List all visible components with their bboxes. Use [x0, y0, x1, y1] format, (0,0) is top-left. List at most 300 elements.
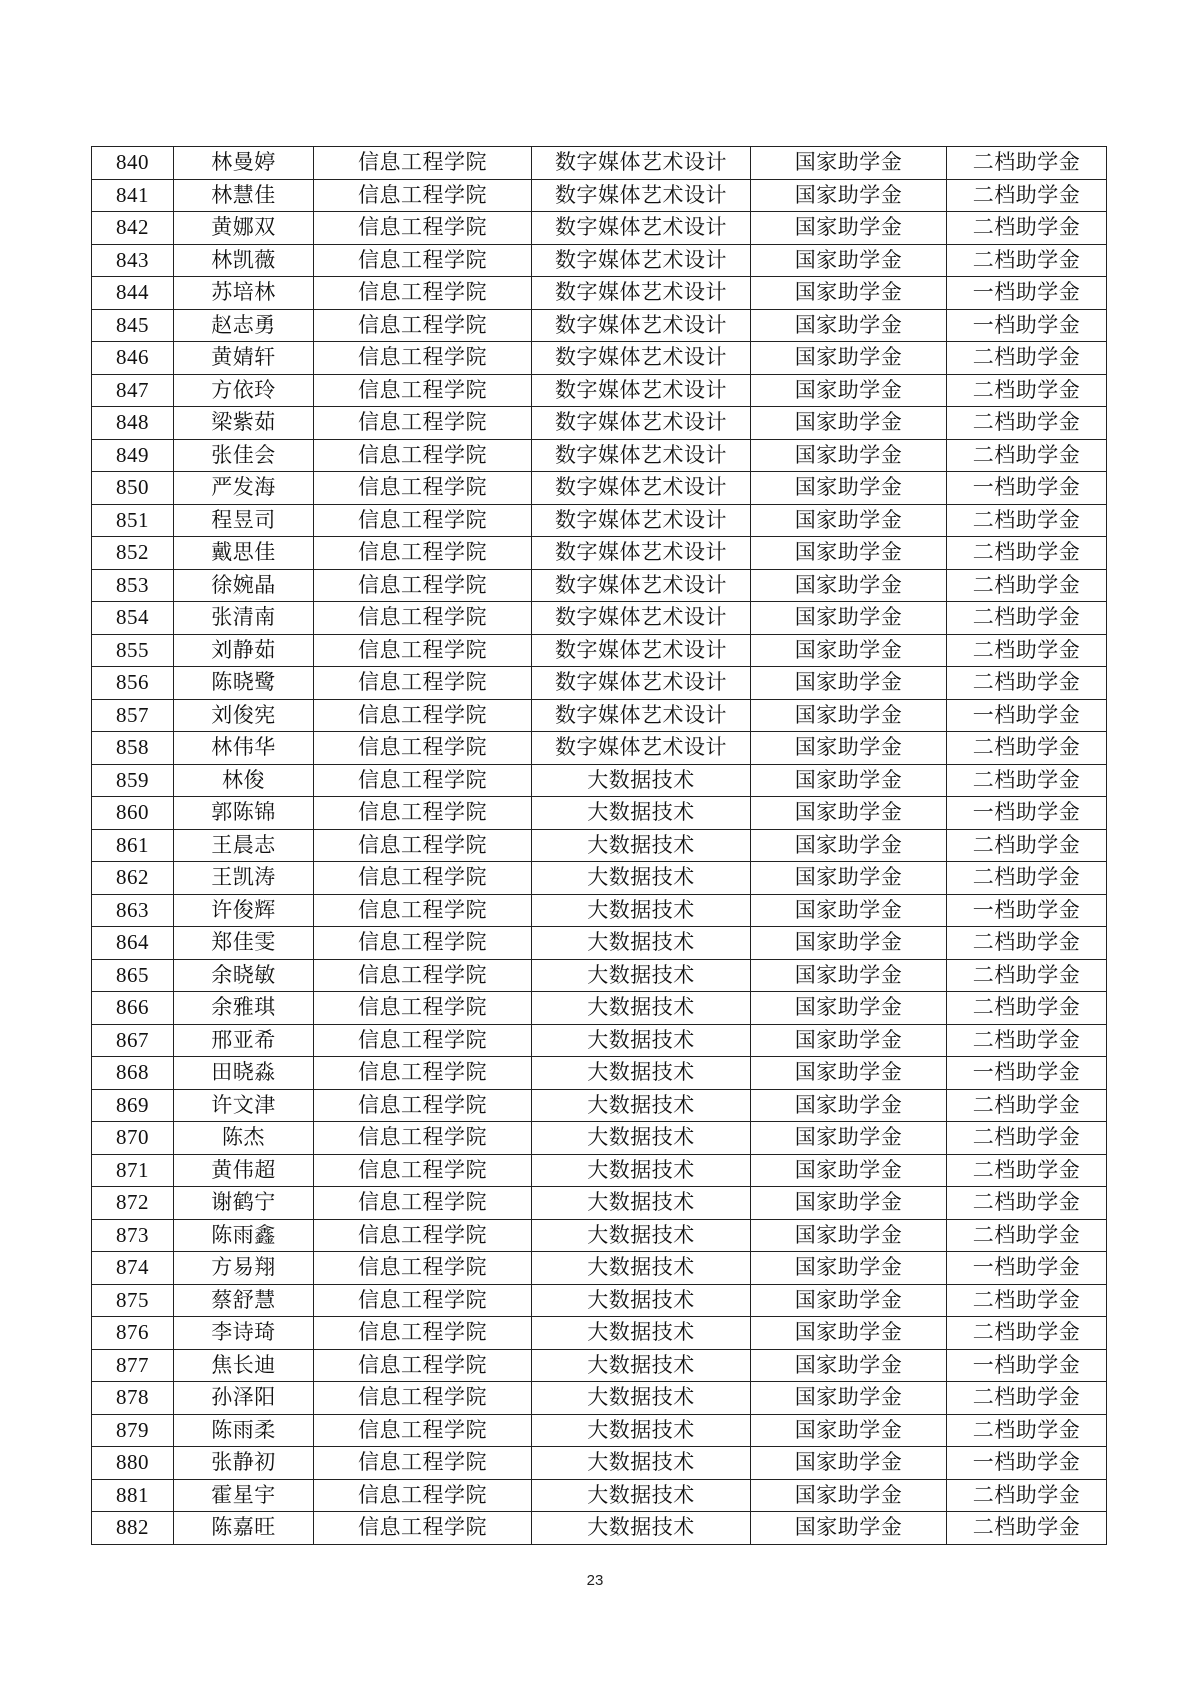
major-cell: 大数据技术	[532, 764, 751, 797]
grant-level-cell: 一档助学金	[947, 1252, 1107, 1285]
page-number: 23	[586, 1572, 604, 1589]
row-number-cell: 844	[92, 277, 174, 310]
grant-level-cell: 二档助学金	[947, 374, 1107, 407]
grant-level-cell: 二档助学金	[947, 1479, 1107, 1512]
grant-level-cell: 二档助学金	[947, 667, 1107, 700]
row-number-cell: 848	[92, 407, 174, 440]
major-cell: 大数据技术	[532, 797, 751, 830]
grant-level-cell: 一档助学金	[947, 894, 1107, 927]
major-cell: 大数据技术	[532, 1024, 751, 1057]
table-row	[92, 309, 1107, 342]
grant-level-cell: 二档助学金	[947, 342, 1107, 375]
row-number-cell: 856	[92, 667, 174, 700]
college-cell: 信息工程学院	[314, 732, 532, 765]
major-cell: 大数据技术	[532, 1154, 751, 1187]
college-cell: 信息工程学院	[314, 1219, 532, 1252]
student-name-cell: 林凯薇	[174, 244, 314, 277]
grant-level-cell: 一档助学金	[947, 1057, 1107, 1090]
major-cell: 数字媒体艺术设计	[532, 439, 751, 472]
major-cell: 大数据技术	[532, 1089, 751, 1122]
student-name-cell: 张佳会	[174, 439, 314, 472]
grant-type-cell: 国家助学金	[751, 764, 947, 797]
grant-level-cell: 一档助学金	[947, 699, 1107, 732]
major-cell: 数字媒体艺术设计	[532, 602, 751, 635]
row-number-cell: 876	[92, 1317, 174, 1350]
student-name-cell: 田晓淼	[174, 1057, 314, 1090]
major-cell: 数字媒体艺术设计	[532, 634, 751, 667]
college-cell: 信息工程学院	[314, 1057, 532, 1090]
table-row	[92, 1349, 1107, 1382]
table-row	[92, 407, 1107, 440]
grant-type-cell: 国家助学金	[751, 1154, 947, 1187]
grant-type-cell: 国家助学金	[751, 374, 947, 407]
table-row	[92, 1284, 1107, 1317]
major-cell: 数字媒体艺术设计	[532, 667, 751, 700]
table-row	[92, 732, 1107, 765]
table-row	[92, 244, 1107, 277]
table-row	[92, 959, 1107, 992]
student-name-cell: 王凯涛	[174, 862, 314, 895]
row-number-cell: 857	[92, 699, 174, 732]
row-number-cell: 858	[92, 732, 174, 765]
student-name-cell: 焦长迪	[174, 1349, 314, 1382]
grant-type-cell: 国家助学金	[751, 309, 947, 342]
major-cell: 大数据技术	[532, 862, 751, 895]
grant-type-cell: 国家助学金	[751, 569, 947, 602]
student-name-cell: 霍星宇	[174, 1479, 314, 1512]
student-name-cell: 黄伟超	[174, 1154, 314, 1187]
grant-type-cell: 国家助学金	[751, 212, 947, 245]
grant-type-cell: 国家助学金	[751, 634, 947, 667]
grant-level-cell: 一档助学金	[947, 797, 1107, 830]
student-name-cell: 李诗琦	[174, 1317, 314, 1350]
major-cell: 数字媒体艺术设计	[532, 179, 751, 212]
major-cell: 大数据技术	[532, 1479, 751, 1512]
row-number-cell: 849	[92, 439, 174, 472]
student-name-cell: 黄娜双	[174, 212, 314, 245]
row-number-cell: 870	[92, 1122, 174, 1155]
table-row	[92, 1382, 1107, 1415]
row-number-cell: 862	[92, 862, 174, 895]
grant-level-cell: 二档助学金	[947, 862, 1107, 895]
major-cell: 数字媒体艺术设计	[532, 342, 751, 375]
grant-type-cell: 国家助学金	[751, 1414, 947, 1447]
student-name-cell: 邢亚希	[174, 1024, 314, 1057]
student-name-cell: 陈杰	[174, 1122, 314, 1155]
grant-type-cell: 国家助学金	[751, 1447, 947, 1480]
row-number-cell: 879	[92, 1414, 174, 1447]
college-cell: 信息工程学院	[314, 1122, 532, 1155]
grant-level-cell: 一档助学金	[947, 1349, 1107, 1382]
student-name-cell: 林慧佳	[174, 179, 314, 212]
grant-level-cell: 二档助学金	[947, 1317, 1107, 1350]
grant-level-cell: 二档助学金	[947, 602, 1107, 635]
table-row	[92, 504, 1107, 537]
major-cell: 数字媒体艺术设计	[532, 309, 751, 342]
grant-level-cell: 二档助学金	[947, 1284, 1107, 1317]
student-name-cell: 方依玲	[174, 374, 314, 407]
table-row	[92, 1479, 1107, 1512]
major-cell: 大数据技术	[532, 894, 751, 927]
major-cell: 数字媒体艺术设计	[532, 147, 751, 180]
table-row	[92, 667, 1107, 700]
row-number-cell: 871	[92, 1154, 174, 1187]
table-row	[92, 537, 1107, 570]
major-cell: 大数据技术	[532, 1447, 751, 1480]
grant-level-cell: 一档助学金	[947, 472, 1107, 505]
grant-level-cell: 二档助学金	[947, 1024, 1107, 1057]
college-cell: 信息工程学院	[314, 634, 532, 667]
student-name-cell: 林曼婷	[174, 147, 314, 180]
grant-level-cell: 二档助学金	[947, 147, 1107, 180]
table-row	[92, 829, 1107, 862]
row-number-cell: 861	[92, 829, 174, 862]
college-cell: 信息工程学院	[314, 1479, 532, 1512]
student-name-cell: 蔡舒慧	[174, 1284, 314, 1317]
major-cell: 大数据技术	[532, 1382, 751, 1415]
grant-type-cell: 国家助学金	[751, 829, 947, 862]
college-cell: 信息工程学院	[314, 472, 532, 505]
grant-type-cell: 国家助学金	[751, 1349, 947, 1382]
grant-type-cell: 国家助学金	[751, 407, 947, 440]
grant-level-cell: 二档助学金	[947, 1187, 1107, 1220]
grant-type-cell: 国家助学金	[751, 244, 947, 277]
table-row	[92, 699, 1107, 732]
college-cell: 信息工程学院	[314, 862, 532, 895]
row-number-cell: 873	[92, 1219, 174, 1252]
row-number-cell: 866	[92, 992, 174, 1025]
row-number-cell: 841	[92, 179, 174, 212]
student-name-cell: 刘静茹	[174, 634, 314, 667]
grant-type-cell: 国家助学金	[751, 1317, 947, 1350]
college-cell: 信息工程学院	[314, 1024, 532, 1057]
grant-level-cell: 二档助学金	[947, 927, 1107, 960]
college-cell: 信息工程学院	[314, 407, 532, 440]
student-name-cell: 林俊	[174, 764, 314, 797]
grant-type-cell: 国家助学金	[751, 1057, 947, 1090]
row-number-cell: 865	[92, 959, 174, 992]
table-row	[92, 1219, 1107, 1252]
table-row	[92, 1447, 1107, 1480]
major-cell: 大数据技术	[532, 1252, 751, 1285]
table-row	[92, 764, 1107, 797]
major-cell: 大数据技术	[532, 1414, 751, 1447]
college-cell: 信息工程学院	[314, 927, 532, 960]
row-number-cell: 869	[92, 1089, 174, 1122]
grant-level-cell: 二档助学金	[947, 244, 1107, 277]
student-name-cell: 陈嘉旺	[174, 1512, 314, 1545]
grant-type-cell: 国家助学金	[751, 732, 947, 765]
college-cell: 信息工程学院	[314, 147, 532, 180]
student-name-cell: 刘俊宪	[174, 699, 314, 732]
major-cell: 大数据技术	[532, 927, 751, 960]
table-row	[92, 927, 1107, 960]
table-row	[92, 1414, 1107, 1447]
major-cell: 大数据技术	[532, 829, 751, 862]
student-name-cell: 方易翔	[174, 1252, 314, 1285]
student-name-cell: 谢鹤宁	[174, 1187, 314, 1220]
major-cell: 数字媒体艺术设计	[532, 472, 751, 505]
student-name-cell: 余雅琪	[174, 992, 314, 1025]
student-name-cell: 程昱司	[174, 504, 314, 537]
college-cell: 信息工程学院	[314, 797, 532, 830]
student-name-cell: 王晨志	[174, 829, 314, 862]
college-cell: 信息工程学院	[314, 992, 532, 1025]
grant-level-cell: 二档助学金	[947, 504, 1107, 537]
student-name-cell: 张清南	[174, 602, 314, 635]
grant-type-cell: 国家助学金	[751, 602, 947, 635]
college-cell: 信息工程学院	[314, 894, 532, 927]
major-cell: 数字媒体艺术设计	[532, 374, 751, 407]
grant-type-cell: 国家助学金	[751, 894, 947, 927]
college-cell: 信息工程学院	[314, 829, 532, 862]
grant-type-cell: 国家助学金	[751, 927, 947, 960]
major-cell: 大数据技术	[532, 1219, 751, 1252]
grant-level-cell: 二档助学金	[947, 212, 1107, 245]
row-number-cell: 855	[92, 634, 174, 667]
grant-level-cell: 二档助学金	[947, 407, 1107, 440]
college-cell: 信息工程学院	[314, 374, 532, 407]
table-row	[92, 472, 1107, 505]
row-number-cell: 863	[92, 894, 174, 927]
grant-level-cell: 二档助学金	[947, 959, 1107, 992]
grant-type-cell: 国家助学金	[751, 179, 947, 212]
grant-type-cell: 国家助学金	[751, 1479, 947, 1512]
grant-type-cell: 国家助学金	[751, 277, 947, 310]
college-cell: 信息工程学院	[314, 504, 532, 537]
student-name-cell: 戴思佳	[174, 537, 314, 570]
college-cell: 信息工程学院	[314, 667, 532, 700]
table-row	[92, 1317, 1107, 1350]
grant-level-cell: 二档助学金	[947, 1382, 1107, 1415]
college-cell: 信息工程学院	[314, 244, 532, 277]
grant-level-cell: 二档助学金	[947, 537, 1107, 570]
table-row	[92, 374, 1107, 407]
table-row	[92, 1122, 1107, 1155]
major-cell: 数字媒体艺术设计	[532, 244, 751, 277]
row-number-cell: 878	[92, 1382, 174, 1415]
college-cell: 信息工程学院	[314, 569, 532, 602]
college-cell: 信息工程学院	[314, 1414, 532, 1447]
grant-type-cell: 国家助学金	[751, 1284, 947, 1317]
row-number-cell: 881	[92, 1479, 174, 1512]
major-cell: 大数据技术	[532, 1512, 751, 1545]
college-cell: 信息工程学院	[314, 1284, 532, 1317]
college-cell: 信息工程学院	[314, 179, 532, 212]
table-row	[92, 894, 1107, 927]
grant-type-cell: 国家助学金	[751, 1252, 947, 1285]
row-number-cell: 850	[92, 472, 174, 505]
grant-type-cell: 国家助学金	[751, 439, 947, 472]
grant-level-cell: 二档助学金	[947, 179, 1107, 212]
student-name-cell: 梁紫茹	[174, 407, 314, 440]
major-cell: 数字媒体艺术设计	[532, 732, 751, 765]
grant-type-cell: 国家助学金	[751, 537, 947, 570]
major-cell: 大数据技术	[532, 1057, 751, 1090]
grant-type-cell: 国家助学金	[751, 1512, 947, 1545]
grant-type-cell: 国家助学金	[751, 504, 947, 537]
row-number-cell: 875	[92, 1284, 174, 1317]
table-row	[92, 862, 1107, 895]
grant-type-cell: 国家助学金	[751, 472, 947, 505]
grant-type-cell: 国家助学金	[751, 1122, 947, 1155]
college-cell: 信息工程学院	[314, 309, 532, 342]
grant-level-cell: 二档助学金	[947, 1089, 1107, 1122]
grant-type-cell: 国家助学金	[751, 797, 947, 830]
grant-type-cell: 国家助学金	[751, 147, 947, 180]
major-cell: 数字媒体艺术设计	[532, 699, 751, 732]
grant-level-cell: 一档助学金	[947, 309, 1107, 342]
college-cell: 信息工程学院	[314, 1187, 532, 1220]
major-cell: 大数据技术	[532, 1284, 751, 1317]
table-row	[92, 1154, 1107, 1187]
table-row	[92, 277, 1107, 310]
grant-type-cell: 国家助学金	[751, 1187, 947, 1220]
row-number-cell: 882	[92, 1512, 174, 1545]
student-name-cell: 张静初	[174, 1447, 314, 1480]
table-row	[92, 179, 1107, 212]
college-cell: 信息工程学院	[314, 1089, 532, 1122]
college-cell: 信息工程学院	[314, 699, 532, 732]
grant-type-cell: 国家助学金	[751, 1382, 947, 1415]
row-number-cell: 864	[92, 927, 174, 960]
grant-level-cell: 二档助学金	[947, 569, 1107, 602]
student-name-cell: 严发海	[174, 472, 314, 505]
college-cell: 信息工程学院	[314, 342, 532, 375]
college-cell: 信息工程学院	[314, 602, 532, 635]
student-name-cell: 陈雨柔	[174, 1414, 314, 1447]
major-cell: 数字媒体艺术设计	[532, 407, 751, 440]
college-cell: 信息工程学院	[314, 1154, 532, 1187]
table-row	[92, 1057, 1107, 1090]
major-cell: 大数据技术	[532, 959, 751, 992]
row-number-cell: 851	[92, 504, 174, 537]
grant-level-cell: 二档助学金	[947, 992, 1107, 1025]
grant-level-cell: 一档助学金	[947, 1447, 1107, 1480]
scholarship-roster-table	[91, 146, 1107, 1545]
table-row	[92, 602, 1107, 635]
student-name-cell: 苏培林	[174, 277, 314, 310]
grant-type-cell: 国家助学金	[751, 1219, 947, 1252]
row-number-cell: 852	[92, 537, 174, 570]
college-cell: 信息工程学院	[314, 1382, 532, 1415]
table-row	[92, 147, 1107, 180]
table-row	[92, 1252, 1107, 1285]
table-row	[92, 634, 1107, 667]
grant-level-cell: 二档助学金	[947, 1219, 1107, 1252]
table-row	[92, 342, 1107, 375]
row-number-cell: 874	[92, 1252, 174, 1285]
major-cell: 数字媒体艺术设计	[532, 504, 751, 537]
table-row	[92, 212, 1107, 245]
grant-type-cell: 国家助学金	[751, 862, 947, 895]
student-name-cell: 郑佳雯	[174, 927, 314, 960]
student-name-cell: 郭陈锦	[174, 797, 314, 830]
college-cell: 信息工程学院	[314, 1317, 532, 1350]
row-number-cell: 872	[92, 1187, 174, 1220]
roster-table-body	[92, 147, 1107, 1545]
grant-level-cell: 二档助学金	[947, 1512, 1107, 1545]
grant-level-cell: 二档助学金	[947, 634, 1107, 667]
table-row	[92, 1512, 1107, 1545]
grant-level-cell: 二档助学金	[947, 1154, 1107, 1187]
college-cell: 信息工程学院	[314, 1252, 532, 1285]
student-name-cell: 陈晓鹭	[174, 667, 314, 700]
grant-type-cell: 国家助学金	[751, 1089, 947, 1122]
major-cell: 大数据技术	[532, 1317, 751, 1350]
row-number-cell: 846	[92, 342, 174, 375]
grant-type-cell: 国家助学金	[751, 342, 947, 375]
row-number-cell: 854	[92, 602, 174, 635]
table-row	[92, 1187, 1107, 1220]
major-cell: 数字媒体艺术设计	[532, 537, 751, 570]
student-name-cell: 孙泽阳	[174, 1382, 314, 1415]
grant-level-cell: 二档助学金	[947, 1122, 1107, 1155]
grant-level-cell: 一档助学金	[947, 277, 1107, 310]
major-cell: 数字媒体艺术设计	[532, 569, 751, 602]
row-number-cell: 853	[92, 569, 174, 602]
grant-type-cell: 国家助学金	[751, 667, 947, 700]
row-number-cell: 840	[92, 147, 174, 180]
grant-type-cell: 国家助学金	[751, 992, 947, 1025]
row-number-cell: 877	[92, 1349, 174, 1382]
student-name-cell: 林伟华	[174, 732, 314, 765]
major-cell: 大数据技术	[532, 1187, 751, 1220]
row-number-cell: 845	[92, 309, 174, 342]
row-number-cell: 843	[92, 244, 174, 277]
college-cell: 信息工程学院	[314, 212, 532, 245]
college-cell: 信息工程学院	[314, 764, 532, 797]
grant-level-cell: 二档助学金	[947, 732, 1107, 765]
grant-type-cell: 国家助学金	[751, 1024, 947, 1057]
college-cell: 信息工程学院	[314, 1447, 532, 1480]
student-name-cell: 徐婉晶	[174, 569, 314, 602]
major-cell: 数字媒体艺术设计	[532, 277, 751, 310]
college-cell: 信息工程学院	[314, 959, 532, 992]
student-name-cell: 许文津	[174, 1089, 314, 1122]
student-name-cell: 黄婧轩	[174, 342, 314, 375]
table-row	[92, 1089, 1107, 1122]
college-cell: 信息工程学院	[314, 1349, 532, 1382]
grant-level-cell: 二档助学金	[947, 439, 1107, 472]
table-row	[92, 992, 1107, 1025]
table-row	[92, 439, 1107, 472]
major-cell: 大数据技术	[532, 1349, 751, 1382]
college-cell: 信息工程学院	[314, 1512, 532, 1545]
student-name-cell: 赵志勇	[174, 309, 314, 342]
row-number-cell: 868	[92, 1057, 174, 1090]
grant-type-cell: 国家助学金	[751, 959, 947, 992]
table-row	[92, 1024, 1107, 1057]
row-number-cell: 859	[92, 764, 174, 797]
row-number-cell: 860	[92, 797, 174, 830]
table-row	[92, 569, 1107, 602]
grant-level-cell: 二档助学金	[947, 829, 1107, 862]
grant-level-cell: 二档助学金	[947, 1414, 1107, 1447]
row-number-cell: 842	[92, 212, 174, 245]
college-cell: 信息工程学院	[314, 439, 532, 472]
major-cell: 数字媒体艺术设计	[532, 212, 751, 245]
row-number-cell: 880	[92, 1447, 174, 1480]
table-row	[92, 797, 1107, 830]
major-cell: 大数据技术	[532, 992, 751, 1025]
major-cell: 大数据技术	[532, 1122, 751, 1155]
grant-level-cell: 二档助学金	[947, 764, 1107, 797]
row-number-cell: 847	[92, 374, 174, 407]
college-cell: 信息工程学院	[314, 537, 532, 570]
student-name-cell: 余晓敏	[174, 959, 314, 992]
row-number-cell: 867	[92, 1024, 174, 1057]
